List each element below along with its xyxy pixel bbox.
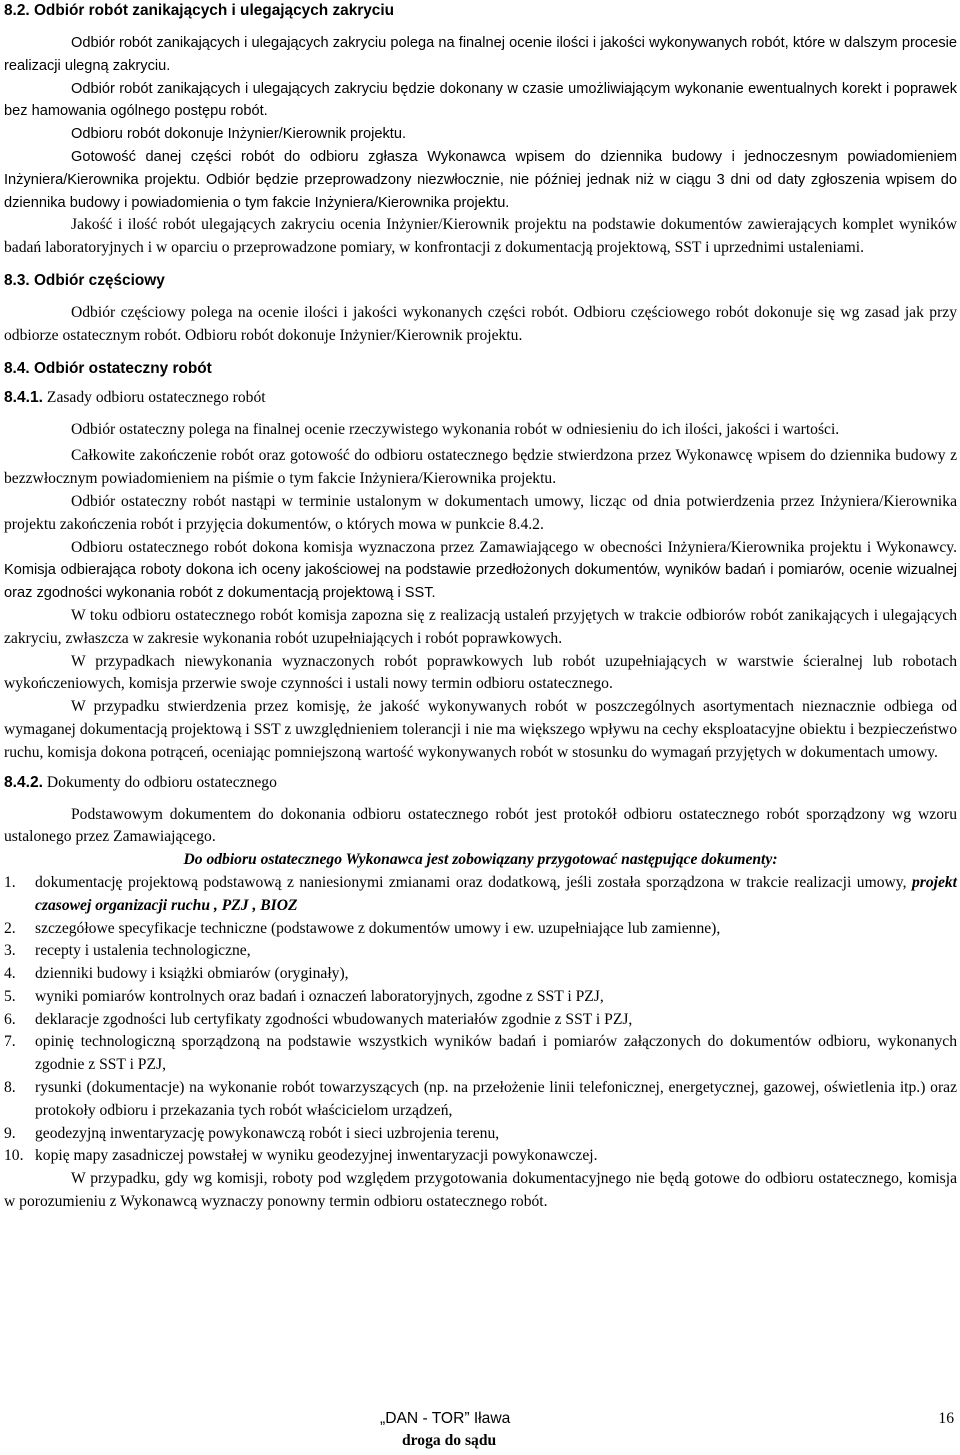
- section-8-4-1-heading: [4, 387, 957, 409]
- s82-paragraph-1: Odbiór robót zanikających i ulegających zakryciu polega na finalnej ocenie ilości i jakości wykonywanych robót, które w dalszym procesie realizacji ulegną zakryciu.: [4, 35, 957, 74]
- list-item-text: recepty i ustalenia technologiczne,: [35, 942, 251, 960]
- s841-paragraph-4b: Komisja odbierająca roboty dokona ich oceny jakościowej na podstawie przedłożonych dokumentów, wyników badań i pomiarów, ocenie wizualnej oraz zgodności wykonania robót z dokumentacją projektową i SST.: [4, 562, 957, 602]
- s842-paragraph-2: W przypadku, gdy wg komisji, roboty pod względem przygotowania dokumentacyjnego nie będą gotowe do odbioru ostatecznego, komisja w porozumieniu z Wykonawcą wyznaczy ponowny termin odbioru ostatecznego robót.: [4, 1170, 957, 1211]
- list-item-text: szczegółowe specyfikacje techniczne (podstawowe z dokumentów umowy i ew. uzupełniające lub zamienne),: [35, 919, 721, 937]
- page-footer: [0, 1408, 960, 1454]
- list-item-number: 3.: [4, 942, 16, 960]
- list-item-number: 1.: [4, 873, 16, 891]
- s82-paragraph-5: Jakość i ilość robót ulegających zakryciu ocenia Inżynier/Kierownik projektu na podstawie dokumentów zawierających komplet wyników badań laboratoryjnych i w oparciu o przeprowadzone pomiary, w konfrontacji z dokumentacją projektową, SST i uprzednimi ustaleniami.: [4, 216, 957, 257]
- list-item-text: wyniki pomiarów kontrolnych oraz badań i oznaczeń laboratoryjnych, zgodne z SST i PZJ,: [35, 987, 604, 1005]
- list-item-number: 5.: [4, 987, 16, 1005]
- s82-paragraph-3: Odbioru robót dokonuje Inżynier/Kierownik projektu.: [71, 126, 407, 143]
- list-item-number: 2.: [4, 919, 16, 937]
- section-8-3-heading: [4, 270, 957, 292]
- list-item: [4, 872, 957, 918]
- list-item: [4, 1009, 957, 1032]
- s842-paragraph-1: Podstawowym dokumentem do dokonania odbioru ostatecznego robót jest protokół odbioru ostatecznego robót sporządzony wg wzoru ustalonego przez Zamawiającego.: [4, 805, 957, 846]
- footer-project: droga do sądu: [402, 1432, 497, 1449]
- s841-paragraph-2: Całkowite zakończenie robót oraz gotowość do odbioru ostatecznego będzie stwierdzona przez Wykonawcę wpisem do dziennika budowy z bezzwłocznym powiadomieniem na piśmie o tym fakcie Inżyniera/Kierownika projektu.: [4, 447, 957, 488]
- list-item-bold-text: projekt czasowej organizacji ruchu , PZJ , BIOZ: [35, 873, 957, 914]
- list-item: [4, 1031, 957, 1077]
- s841-paragraph-1: Odbiór ostateczny polega na finalnej ocenie rzeczywistego wykonania robót w odniesieniu do ich ilości, jakości i wartości.: [71, 420, 840, 438]
- list-item-number: 10.: [4, 1147, 24, 1165]
- s842-documents-subheading: Do odbioru ostatecznego Wykonawca jest zobowiązany przygotować następujące dokumenty:: [183, 851, 778, 869]
- s841-paragraph-5: W toku odbioru ostatecznego robót komisja zapozna się z realizacją ustaleń przyjętych w trakcie odbiorów robót zanikających i ulegających zakryciu, zwłaszcza w zakresie wykonania robót uzupełniających i robót poprawkowych.: [4, 606, 957, 647]
- s84-title: Odbiór ostateczny robót: [29, 359, 212, 377]
- s841-number: 8.4.1.: [4, 388, 44, 406]
- s83-title: Odbiór częściowy: [29, 271, 165, 289]
- s842-number: 8.4.2.: [4, 773, 44, 791]
- s82-paragraph-4b: Odbiór będzie przeprowadzony niezwłocznie, nie później jednak niż w ciągu 3 dni od daty zgłoszenia wpisem do dziennika budowy i powiadomienia o tym fakcie Inżyniera/Kierownika projektu.: [4, 171, 957, 211]
- s842-title: Dokumenty do odbioru ostatecznego: [43, 773, 277, 791]
- s83-number: 8.3.: [4, 271, 30, 289]
- list-item: [4, 918, 957, 941]
- footer-company: „DAN - TOR” Iława: [380, 1410, 511, 1427]
- list-item-number: 4.: [4, 965, 16, 983]
- required-documents-list: [4, 872, 957, 1168]
- s841-paragraph-4: [4, 537, 957, 605]
- section-8-4-2-heading: [4, 772, 957, 794]
- s841-paragraph-3: Odbiór ostateczny robót nastąpi w terminie ustalonym w dokumentach umowy, licząc od dnia potwierdzenia przez Inżyniera/Kierownika projektu zakończenia robót i przyjęcia dokumentów, o których mowa w punkcie 8.4.2.: [4, 492, 957, 533]
- list-item-text: rysunki (dokumentacje) na wykonanie robót towarzyszących (np. na przełożenie linii telefonicznej, energetycznej, gazowej, oświetlenia itp.) oraz protokoły odbioru i przekazania tych robót właścicielom urządzeń,: [35, 1079, 957, 1119]
- list-item-text: kopię mapy zasadniczej powstałej w wyniku geodezyjnej inwentaryzacji powykonawczej.: [35, 1147, 598, 1165]
- page-number: 16: [938, 1410, 954, 1427]
- s841-paragraph-6: W przypadkach niewykonania wyznaczonych robót poprawkowych lub robót uzupełniających w warstwie ścieralnej lub robotach wykończeniowych, komisja przerwie swoje czynności i ustali nowy termin odbioru ostatecznego.: [4, 652, 957, 693]
- s841-paragraph-4a: Odbioru ostatecznego robót dokona komisja wyznaczona przez Zamawiającego w obecności Inżyniera/Kierownika projektu i Wykonawcy.: [71, 538, 957, 556]
- s83-paragraph-1: Odbiór częściowy polega na ocenie ilości i jakości wykonanych części robót. Odbioru częściowego robót dokonuje się wg zasad jak przy odbiorze ostatecznym robót. Odbioru robót dokonuje Inżynier/Kierownik projektu.: [4, 303, 957, 344]
- s84-number: 8.4.: [4, 359, 30, 377]
- list-item: [4, 1077, 957, 1123]
- list-item-text: geodezyjną inwentaryzację powykonawczą robót i sieci uzbrojenia terenu,: [35, 1124, 500, 1142]
- list-item-number: 8.: [4, 1079, 16, 1097]
- list-item-text: deklaracje zgodności lub certyfikaty zgodności wbudowanych materiałów zgodnie z SST i PZJ,: [35, 1010, 633, 1028]
- s841-title: Zasady odbioru ostatecznego robót: [43, 388, 266, 406]
- list-item-text: opinię technologiczną sporządzoną na podstawie wszystkich wyników badań i pomiarów załączonych do dokumentów odbioru, wykonanych zgodnie z SST i PZJ,: [35, 1033, 957, 1074]
- list-item-text: dzienniki budowy i książki obmiarów (oryginały),: [35, 965, 349, 983]
- list-item-number: 6.: [4, 1010, 16, 1028]
- list-item: [4, 1123, 957, 1146]
- list-item: [4, 963, 957, 986]
- s841-paragraph-7: W przypadku stwierdzenia przez komisję, że jakość wykonywanych robót w poszczególnych asortymentach nieznacznie odbiega od wymaganej dokumentacją projektową i SST z uwzględnieniem tolerancji i nie ma większego wpływu na cechy eksploatacyjne obiektu i bezpieczeństwo ruchu, komisja dokona potrąceń, oceniając pomniejszoną wartość wykonywanych robót w stosunku do wymagań przyjętych w dokumentach umowy.: [4, 698, 957, 761]
- s82-paragraph-4a: Gotowość danej części robót do odbioru zgłasza Wykonawca wpisem do dziennika budowy i jednoczesnym powiadomieniem Inżyniera/Kierownika projektu.: [4, 148, 957, 188]
- s82-paragraph-2: Odbiór robót zanikających i ulegających zakryciu będzie dokonany w czasie umożliwiającym wykonanie ewentualnych korekt i poprawek bez hamowania ogólnego postępu robót.: [4, 80, 957, 120]
- s82-paragraph-4: [4, 146, 957, 214]
- section-8-4-heading: [4, 358, 957, 380]
- list-item-text: dokumentację projektową podstawową z naniesionymi zmianami oraz dodatkową, jeśli została sporządzona w trakcie realizacji umowy,: [35, 873, 912, 891]
- list-item-number: 9.: [4, 1124, 16, 1142]
- list-item: [4, 1145, 957, 1168]
- list-item: [4, 940, 957, 963]
- list-item-number: 7.: [4, 1033, 16, 1051]
- list-item: [4, 986, 957, 1009]
- section-8-2-heading: 8.2. Odbiór robót zanikających i ulegających zakryciu: [4, 2, 395, 19]
